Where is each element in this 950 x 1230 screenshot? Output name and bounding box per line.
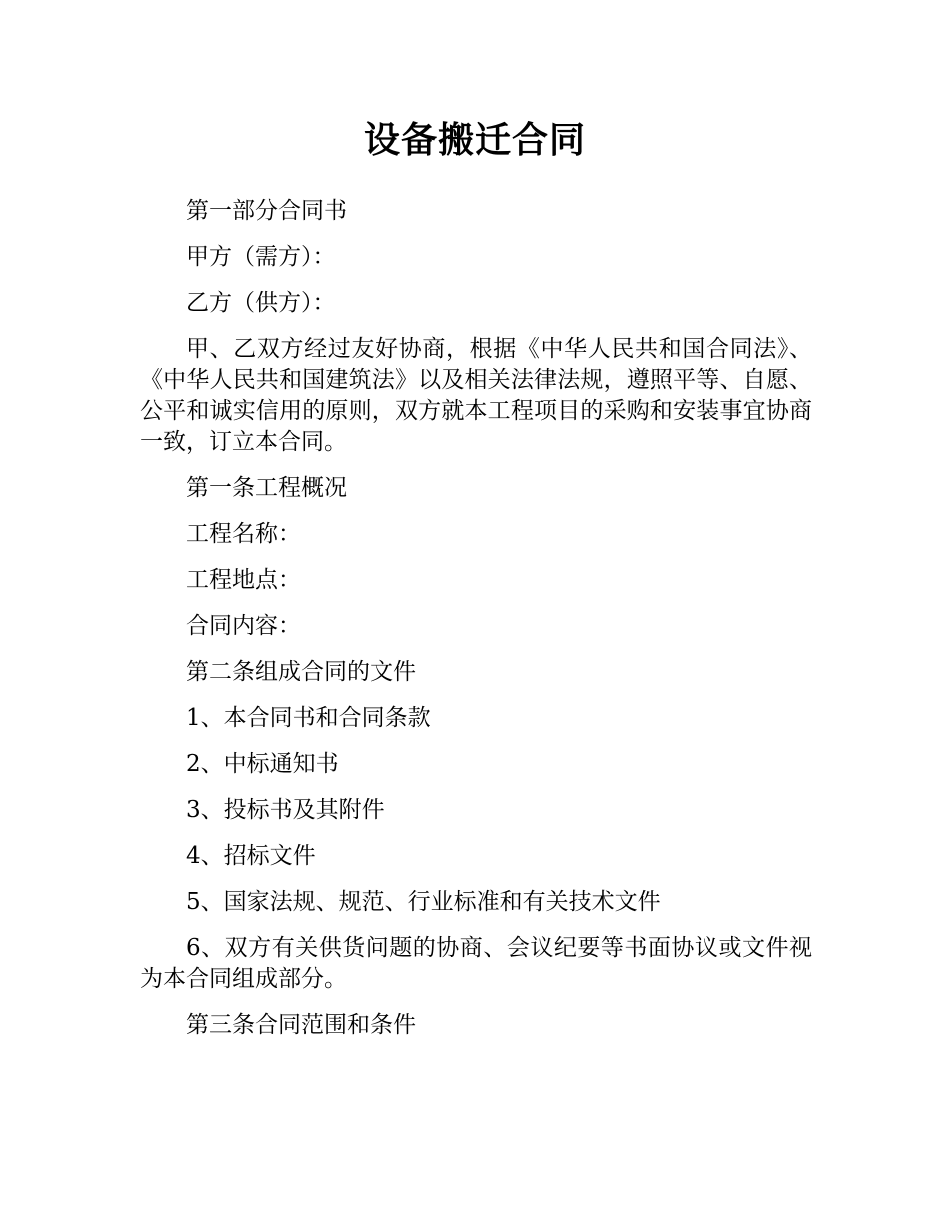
party-b-line: 乙方（供方）：	[186, 290, 336, 316]
list-item: 1、本合同书和合同条款	[186, 705, 431, 731]
list-item: 4、招标文件	[186, 843, 316, 869]
list-item: 6、双方有关供货问题的协商、会议纪要等书面协议或文件视为本合同组成部分。	[140, 935, 812, 992]
document-body	[140, 196, 812, 1056]
article-two-heading: 第二条组成合同的文件	[186, 659, 416, 685]
list-item: 5、国家法规、规范、行业标准和有关技术文件	[186, 889, 661, 915]
project-name-line: 工程名称：	[186, 521, 301, 547]
list-item: 2、中标通知书	[186, 751, 339, 777]
preamble-paragraph: 甲、乙双方经过友好协商，根据《中华人民共和国合同法》、《中华人民共和国建筑法》以及相关法律法规，遵照平等、自愿、公平和诚实信用的原则，双方就本工程项目的采购和安装事宜协商一致，订立本合同。	[140, 336, 812, 455]
party-a-line: 甲方（需方）：	[186, 244, 336, 270]
document-title: 设备搬迁合同	[363, 120, 586, 161]
article-three-heading: 第三条合同范围和条件	[186, 1012, 416, 1038]
list-item: 3、投标书及其附件	[186, 797, 385, 823]
project-location-line: 工程地点：	[186, 567, 301, 593]
section-heading-part-one: 第一部分合同书	[186, 198, 347, 224]
contract-content-line: 合同内容：	[186, 613, 301, 639]
article-one-heading: 第一条工程概况	[186, 475, 347, 501]
